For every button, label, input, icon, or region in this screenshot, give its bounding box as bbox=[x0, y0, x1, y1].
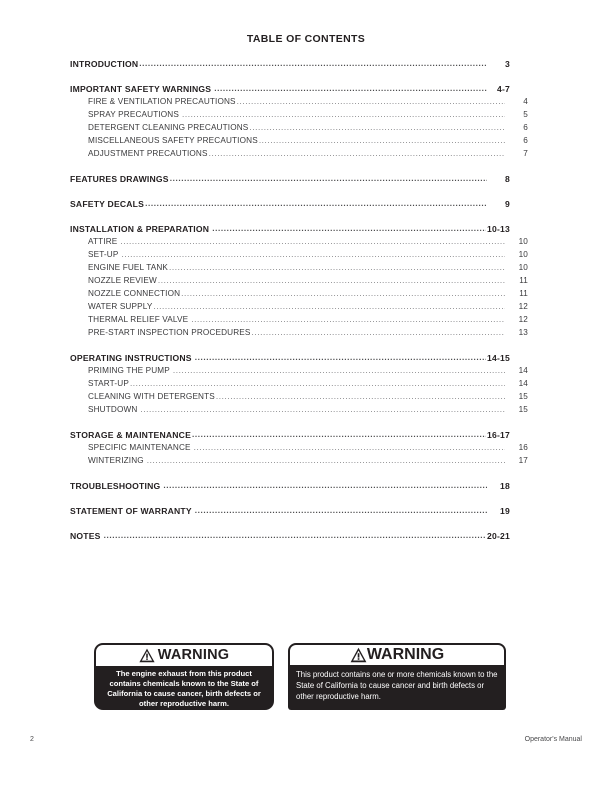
toc-leader-dots bbox=[121, 251, 505, 259]
page-title: TABLE OF CONTENTS bbox=[246, 33, 366, 45]
toc-entry-label: STATEMENT OF WARRANTY bbox=[70, 506, 192, 517]
toc-leader-dots bbox=[209, 150, 505, 158]
toc-entry-page-number: 6 bbox=[523, 123, 528, 133]
toc-entry-page-number: 16-17 bbox=[487, 430, 510, 441]
toc-entry-page-number: 5 bbox=[523, 110, 528, 120]
toc-leader-dots bbox=[182, 111, 505, 119]
toc-section bbox=[70, 80, 528, 159]
toc-entry-main[interactable] bbox=[70, 349, 510, 363]
toc-entry-page-number: 12 bbox=[518, 302, 528, 312]
toc-leader-dots bbox=[249, 124, 505, 132]
toc-entry-page-number: 17 bbox=[518, 456, 528, 466]
toc-leader-dots bbox=[153, 303, 505, 311]
toc-entry-label: ATTIRE bbox=[88, 237, 118, 247]
toc-entry-label: SET-UP bbox=[88, 250, 119, 260]
toc-leader-dots bbox=[212, 225, 486, 233]
toc-leader-dots bbox=[173, 367, 505, 375]
toc-leader-dots bbox=[169, 264, 505, 272]
warning-body-text: This product contains one or more chemicals known to the State of California to cause cancer and birth defects or other reproductive harm. bbox=[296, 670, 498, 702]
toc-entry-label: TROUBLESHOOTING bbox=[70, 481, 161, 492]
toc-entry-page-number: 13 bbox=[518, 328, 528, 338]
toc-entry-label: NOZZLE CONNECTION bbox=[88, 289, 181, 299]
toc-entry-label: MISCELLANEOUS SAFETY PRECAUTIONS bbox=[88, 136, 258, 146]
toc-entry-sub[interactable] bbox=[70, 247, 528, 260]
toc-entry-sub[interactable] bbox=[70, 325, 528, 338]
toc-entry-label: SHUTDOWN bbox=[88, 405, 138, 415]
toc-leader-dots bbox=[195, 354, 486, 362]
toc-entry-sub[interactable] bbox=[70, 453, 528, 466]
toc-entry-main[interactable] bbox=[70, 220, 510, 234]
toc-entry-page-number: 18 bbox=[500, 481, 510, 492]
toc-entry-page-number: 12 bbox=[518, 315, 528, 325]
toc-section bbox=[70, 170, 510, 184]
toc-leader-dots bbox=[147, 457, 505, 465]
toc-entry-page-number: 7 bbox=[523, 149, 528, 159]
warning-label-header bbox=[290, 645, 504, 665]
toc-entry-sub[interactable] bbox=[70, 389, 528, 402]
toc-entry-sub[interactable] bbox=[70, 299, 528, 312]
toc-entry-page-number: 4-7 bbox=[496, 84, 510, 95]
toc-entry-page-number: 4 bbox=[523, 97, 528, 107]
toc-leader-dots bbox=[191, 316, 505, 324]
toc-entry-main[interactable] bbox=[70, 195, 510, 209]
toc-section bbox=[70, 220, 528, 338]
toc-entry-sub[interactable] bbox=[70, 440, 528, 453]
toc-entry-sub[interactable] bbox=[70, 312, 528, 325]
warning-triangle-icon bbox=[139, 648, 155, 663]
toc-leader-dots bbox=[192, 431, 486, 439]
toc-entry-page-number: 14 bbox=[518, 366, 528, 376]
toc-entry-page-number: 10-13 bbox=[487, 224, 510, 235]
toc-entry-label: OPERATING INSTRUCTIONS bbox=[70, 353, 192, 364]
toc-section bbox=[70, 195, 510, 209]
toc-entry-sub[interactable] bbox=[70, 234, 528, 247]
toc-entry-sub[interactable] bbox=[70, 146, 528, 159]
toc-leader-dots bbox=[170, 175, 487, 183]
toc-entry-sub[interactable] bbox=[70, 402, 528, 415]
toc-entry-page-number: 15 bbox=[518, 405, 528, 415]
table-of-contents bbox=[70, 55, 528, 542]
toc-leader-dots bbox=[181, 290, 505, 298]
toc-entry-main[interactable] bbox=[70, 170, 510, 184]
warning-label-prop65-chemicals bbox=[288, 643, 506, 710]
toc-entry-page-number: 10 bbox=[518, 263, 528, 273]
toc-entry-label: PRIMING THE PUMP bbox=[88, 366, 170, 376]
toc-entry-label: ADJUSTMENT PRECAUTIONS bbox=[88, 149, 208, 159]
toc-entry-label: PRE-START INSPECTION PROCEDURES bbox=[88, 328, 251, 338]
toc-section bbox=[70, 502, 510, 516]
warning-heading-text: WARNING bbox=[157, 647, 230, 664]
warning-heading-text: WARNING bbox=[366, 646, 445, 663]
toc-entry-page-number: 16 bbox=[518, 443, 528, 453]
toc-entry-label: IMPORTANT SAFETY WARNINGS bbox=[70, 84, 212, 95]
toc-entry-label: WINTERIZING bbox=[88, 456, 144, 466]
toc-entry-main[interactable] bbox=[70, 80, 510, 94]
toc-entry-sub[interactable] bbox=[70, 286, 528, 299]
footer-page-number: 2 bbox=[30, 736, 34, 743]
toc-leader-dots bbox=[194, 444, 505, 452]
toc-entry-label: WATER SUPPLY bbox=[88, 302, 153, 312]
toc-entry-page-number: 14-15 bbox=[487, 353, 510, 364]
toc-entry-sub[interactable] bbox=[70, 107, 528, 120]
toc-entry-sub[interactable] bbox=[70, 260, 528, 273]
toc-leader-dots bbox=[104, 532, 486, 540]
toc-entry-page-number: 19 bbox=[500, 506, 510, 517]
toc-entry-page-number: 14 bbox=[518, 379, 528, 389]
toc-entry-label: THERMAL RELIEF VALVE bbox=[88, 315, 189, 325]
warning-label-engine-exhaust bbox=[94, 643, 274, 710]
toc-section bbox=[70, 477, 510, 491]
toc-entry-sub[interactable] bbox=[70, 273, 528, 286]
toc-entry-label: INSTALLATION & PREPARATION bbox=[70, 224, 210, 235]
toc-entry-label: FEATURES DRAWINGS bbox=[70, 174, 169, 185]
toc-entry-label: NOZZLE REVIEW bbox=[88, 276, 157, 286]
toc-entry-main[interactable] bbox=[70, 477, 510, 491]
toc-section bbox=[70, 426, 528, 466]
warning-body-text: The engine exhaust from this product contains chemicals known to the State of California to cause cancer, birth defects or other reproductive harm. bbox=[107, 669, 261, 709]
toc-entry-label: INTRODUCTION bbox=[70, 59, 139, 70]
toc-entry-label: ENGINE FUEL TANK bbox=[88, 263, 169, 273]
toc-entry-label: SPECIFIC MAINTENANCE bbox=[88, 443, 191, 453]
toc-entry-main[interactable] bbox=[70, 426, 510, 440]
toc-section bbox=[70, 349, 528, 415]
toc-entry-label: DETERGENT CLEANING PRECAUTIONS bbox=[88, 123, 249, 133]
toc-entry-main[interactable] bbox=[70, 527, 510, 541]
toc-entry-label: FIRE & VENTILATION PRECAUTIONS bbox=[88, 97, 236, 107]
toc-leader-dots bbox=[237, 98, 505, 106]
toc-entry-page-number: 20-21 bbox=[487, 531, 510, 542]
toc-leader-dots bbox=[140, 406, 505, 414]
toc-leader-dots bbox=[158, 277, 505, 285]
toc-entry-sub[interactable] bbox=[70, 94, 528, 107]
toc-section bbox=[70, 527, 510, 541]
toc-entry-page-number: 8 bbox=[505, 174, 510, 185]
toc-entry-label: CLEANING WITH DETERGENTS bbox=[88, 392, 215, 402]
toc-entry-label: NOTES bbox=[70, 531, 101, 542]
toc-entry-sub[interactable] bbox=[70, 376, 528, 389]
warning-triangle-icon bbox=[350, 647, 367, 663]
toc-entry-page-number: 3 bbox=[505, 59, 510, 70]
toc-entry-page-number: 6 bbox=[523, 136, 528, 146]
toc-entry-label: STORAGE & MAINTENANCE bbox=[70, 430, 192, 441]
toc-entry-page-number: 11 bbox=[519, 289, 528, 299]
toc-entry-page-number: 15 bbox=[518, 392, 528, 402]
toc-leader-dots bbox=[130, 380, 505, 388]
warning-label-header bbox=[96, 645, 272, 666]
toc-section bbox=[70, 55, 510, 69]
toc-leader-dots bbox=[120, 238, 505, 246]
toc-leader-dots bbox=[139, 60, 487, 68]
toc-leader-dots bbox=[259, 137, 505, 145]
toc-leader-dots bbox=[195, 507, 487, 515]
toc-entry-page-number: 10 bbox=[518, 237, 528, 247]
toc-entry-sub[interactable] bbox=[70, 133, 528, 146]
toc-leader-dots bbox=[214, 85, 487, 93]
toc-entry-sub[interactable] bbox=[70, 363, 528, 376]
toc-entry-label: START-UP bbox=[88, 379, 129, 389]
warning-labels-row bbox=[0, 640, 612, 720]
toc-entry-label: SAFETY DECALS bbox=[70, 199, 145, 210]
toc-entry-label: SPRAY PRECAUTIONS bbox=[88, 110, 179, 120]
toc-entry-main[interactable] bbox=[70, 55, 510, 69]
toc-leader-dots bbox=[145, 200, 487, 208]
toc-entry-main[interactable] bbox=[70, 502, 510, 516]
toc-leader-dots bbox=[252, 329, 505, 337]
footer-manual-label: Operator's Manual bbox=[524, 736, 582, 743]
toc-entry-page-number: 9 bbox=[505, 199, 510, 210]
toc-entry-sub[interactable] bbox=[70, 120, 528, 133]
toc-leader-dots bbox=[163, 482, 487, 490]
toc-entry-page-number: 10 bbox=[518, 250, 528, 260]
toc-leader-dots bbox=[216, 393, 505, 401]
toc-entry-page-number: 11 bbox=[519, 276, 528, 286]
